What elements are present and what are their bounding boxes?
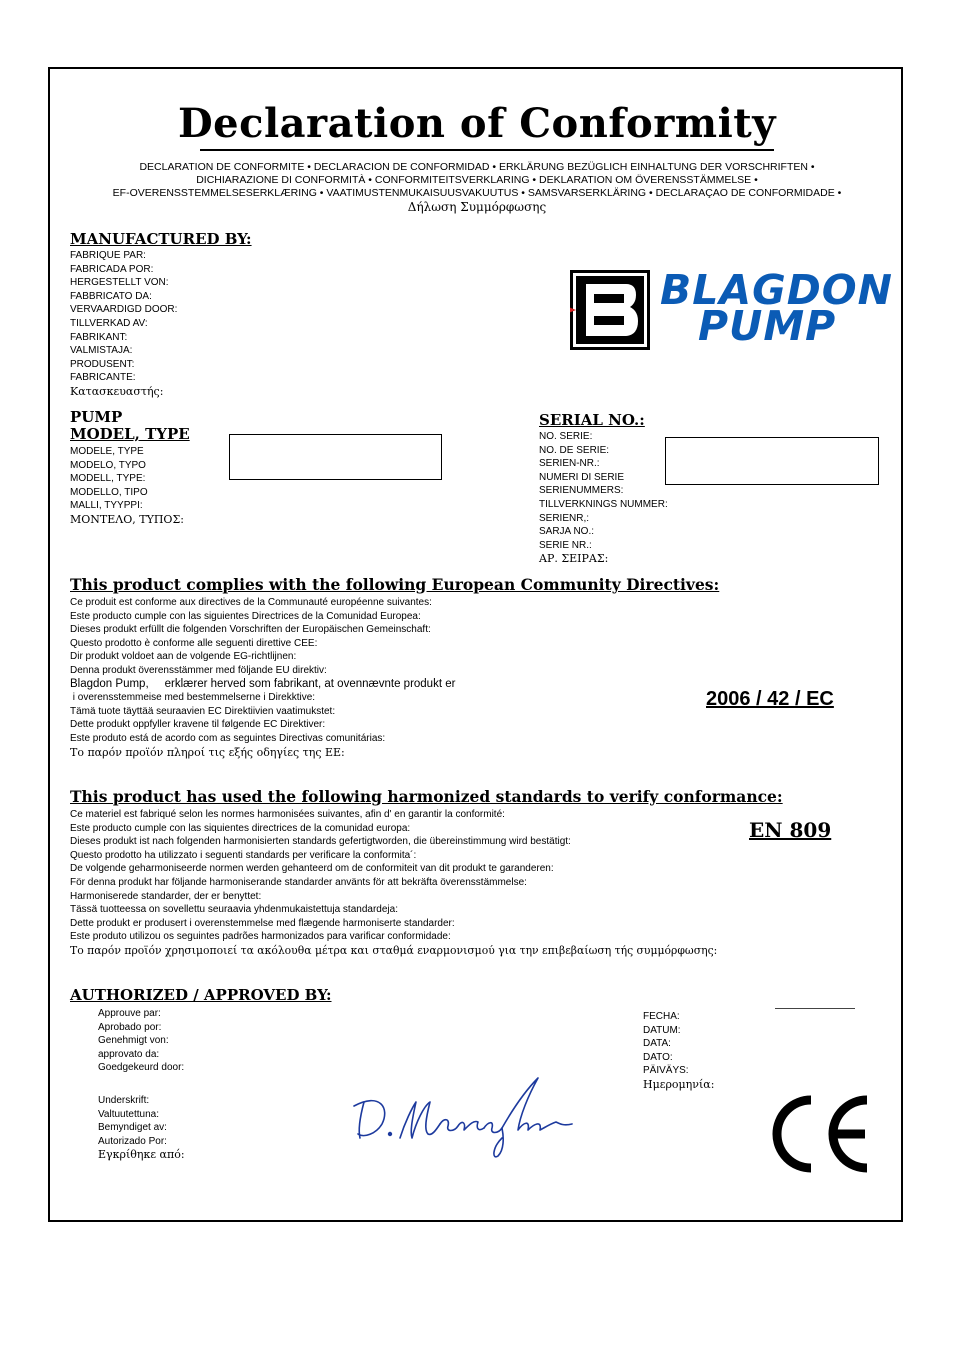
serial-translation: SARJA NO.: bbox=[539, 526, 595, 538]
subtitle-line: DICHIARAZIONE DI CONFORMITÀ • CONFORMITEITSVERKLARING • DEKLARATION OM ÖVERENSSTÄMMELSE • bbox=[196, 174, 758, 186]
date-translation: PÄIVÄYS: bbox=[643, 1065, 689, 1077]
standards-heading: This product has used the following harmonized standards to verify conformance: bbox=[70, 787, 783, 806]
model-translation: MALLI, TYYPPI: bbox=[70, 500, 143, 512]
directive-translation: Dieses produkt erfüllt die folgenden Vorschriften der Europäischen Gemeinschaft: bbox=[70, 624, 431, 636]
blagdon-pump-wordmark bbox=[660, 266, 893, 350]
directive-translation: Dir produkt voldoet aan de volgende EG-richtlijnen: bbox=[70, 651, 297, 663]
signature-graphic bbox=[350, 1072, 600, 1162]
serial-translation: SERIENR,: bbox=[539, 512, 590, 524]
date-translations bbox=[643, 1010, 714, 1092]
model-translation: MODELL, TYPE: bbox=[70, 473, 146, 485]
model-translation: MODELO, TYPO bbox=[70, 459, 146, 471]
approved-translation: Goedgekeurd door: bbox=[98, 1062, 185, 1074]
document-title: Declaration of Conformity bbox=[177, 100, 777, 147]
directive-translation: Tämä tuote täyttää seuraavien EC Direktiivien vaatimukstet: bbox=[70, 705, 336, 717]
ce-mark-icon bbox=[763, 1094, 871, 1174]
serial-translation: SERIE NR.: bbox=[539, 539, 592, 551]
approved-translations bbox=[98, 1007, 184, 1075]
standard-translation: De volgende geharmoniseerde normen werden gehanteerd om de conformiteit van dit produkt te garanderen: bbox=[70, 863, 554, 875]
manufactured-translations bbox=[70, 249, 177, 399]
manufactured-translation: HERGESTELLT VON: bbox=[70, 277, 169, 289]
serial-translation: TILLVERKNINGS NUMMER: bbox=[539, 498, 668, 510]
standard-translation: Este producto cumple con las siquientes directrices de la comunidad europa: bbox=[70, 822, 411, 834]
directive-translation: Blagdon Pump, erklærer herved som fabrikant, at ovennævnte produkt er bbox=[70, 677, 456, 690]
standard-translation: För denna produkt har följande harmoniserande standarder använts för att bekräfta överensstämmelse: bbox=[70, 876, 527, 888]
manufactured-translation: FABRICADA POR: bbox=[70, 263, 154, 275]
directive-translation: Denna produkt överensstämmer med följande EU direktiv: bbox=[70, 664, 327, 676]
standards-translations bbox=[70, 808, 717, 958]
manufactured-translation: FABRIQUE PAR: bbox=[70, 250, 146, 261]
signature-translations bbox=[98, 1094, 185, 1162]
manufactured-translation: FABBRICATO DA: bbox=[70, 290, 152, 302]
date-translation: DATO: bbox=[643, 1051, 673, 1063]
standard-translation: Este produto utilizou os seguintes padrões harmonizados para varificar conformidade: bbox=[70, 931, 451, 943]
serial-translation: SERIEN-NR.: bbox=[539, 458, 600, 470]
serial-heading: SERIAL NO.: bbox=[539, 411, 645, 429]
manufactured-heading: MANUFACTURED BY: bbox=[70, 230, 252, 248]
manufactured-translation: VALMISTAJA: bbox=[70, 345, 133, 357]
approved-translation: Aprobado por: bbox=[98, 1021, 162, 1033]
standard-translation: Harmoniserede standarder, der er benyttet: bbox=[70, 890, 262, 902]
directives-translations bbox=[70, 596, 455, 759]
model-heading-pump: PUMP bbox=[70, 408, 123, 426]
model-type-field[interactable] bbox=[229, 434, 442, 480]
directives-heading: This product complies with the following European Community Directives: bbox=[70, 575, 720, 594]
manufactured-translation: VERVAARDIGD DOOR: bbox=[70, 304, 178, 316]
manufactured-translation: Κατασκευαστής: bbox=[70, 384, 164, 398]
standard-translation: Questo prodotto ha utilizzato i seguenti standards per verificare la conformita´: bbox=[70, 849, 417, 861]
date-translation: FECHA: bbox=[643, 1011, 680, 1022]
approved-translation: Genehmigt von: bbox=[98, 1035, 169, 1047]
serial-translation: NO. DE SERIE: bbox=[539, 444, 610, 456]
serial-translation: ΑΡ. ΣΕΙΡΑΣ: bbox=[539, 552, 609, 566]
signature-translation: Εγκρίθηκε από: bbox=[98, 1148, 185, 1162]
logo-line-1: BLAGDON bbox=[660, 266, 893, 314]
subtitle-line-greek: Δήλωση Συμμόρφωσης bbox=[407, 200, 547, 214]
ce-mark-label bbox=[0, 0, 1, 1]
approved-translation: approvato da: bbox=[98, 1048, 160, 1060]
directive-translation: Este produto está de acordo com as seguintes Directivas comunitárias: bbox=[70, 732, 386, 744]
approved-translation: Approuve par: bbox=[98, 1008, 161, 1019]
model-translation: MODELLO, TIPO bbox=[70, 486, 148, 498]
serial-number-field[interactable] bbox=[665, 437, 879, 485]
directive-translation: Ce produit est conforme aux directives de la Communauté européenne suivantes: bbox=[70, 597, 432, 608]
logo-line-2: PUMP bbox=[698, 302, 837, 350]
date-translation: DATUM: bbox=[643, 1024, 681, 1036]
model-translation: ΜΟΝΤΕΛΟ, ΤΥΠΟΣ: bbox=[70, 512, 184, 526]
directive-translation: i overensstemmeise med bestemmelserne i Direkktive: bbox=[70, 692, 316, 704]
title-underline bbox=[200, 149, 774, 151]
date-translation: Ημερομηνία: bbox=[643, 1077, 715, 1091]
serial-translation: NO. SERIE: bbox=[539, 431, 593, 442]
directive-value: 2006 / 42 / EC bbox=[706, 688, 834, 710]
directive-translation: Questo prodotto è conforme alle seguenti direttive CEE: bbox=[70, 637, 318, 649]
model-translations bbox=[70, 445, 184, 527]
signature-translation: Autorizado Por: bbox=[98, 1135, 167, 1147]
manufactured-translation: FABRIKANT: bbox=[70, 331, 128, 343]
standard-translation: Dette produkt er produsert i overenstemmelse med flægende harmoniserte standarder: bbox=[70, 917, 455, 929]
serial-translation: NUMERI DI SERIE bbox=[539, 471, 625, 483]
manufactured-translation: FABRICANTE: bbox=[70, 372, 136, 384]
standard-translation: Tässä tuotteessa on sovellettu seuraavia yhdenmukaistettuja standardeja: bbox=[70, 904, 398, 916]
date-line bbox=[775, 1008, 855, 1009]
signature-translation: Bemyndiget av: bbox=[98, 1122, 167, 1134]
signature-translation: Valtuutettuna: bbox=[98, 1108, 159, 1120]
model-translation: MODELE, TYPE bbox=[70, 446, 144, 457]
model-heading-type: MODEL, TYPE bbox=[70, 425, 190, 443]
standard-translation: Ce materiel est fabriqué selon les normes harmonisées suivantes, afin d' en garantir la conformité: bbox=[70, 809, 505, 820]
signature-translation: Underskrift: bbox=[98, 1095, 150, 1106]
serial-translations bbox=[539, 430, 668, 566]
directive-translation: Este producto cumple con las siguientes Directrices de la Comunidad Europea: bbox=[70, 610, 421, 622]
subtitle-line: EF-OVERENSSTEMMELSESERKLÆRING • VAATIMUSTENMUKAISUUSVAKUUTUS • SAMSVARSERKLÄRING • DECLARAÇAO DE CONFORMIDADE • bbox=[112, 187, 842, 199]
directive-translation: Το παρόν προϊόν πληροί τις εξής οδηγίες της ΕΕ: bbox=[70, 745, 345, 759]
date-translation: DATA: bbox=[643, 1038, 671, 1050]
directive-translation: Dette produkt oppfyller kravene til følgende EC Direktiver: bbox=[70, 719, 326, 731]
authorized-heading: AUTHORIZED / APPROVED BY: bbox=[70, 986, 332, 1004]
manufactured-translation: TILLVERKAD AV: bbox=[70, 317, 148, 329]
standard-translation: Dieses produkt ist nach folgenden harmonisierten standards gefertigtworden, die übereinstimmung wird bestätigt: bbox=[70, 836, 571, 848]
standard-translation: Το παρόν προϊόν χρησιμοποιεί τα ακόλουθα μέτρα και σταθμά εναρμονισμού για την επιβεβαίωση τής συμμόρφωσης: bbox=[70, 943, 718, 957]
manufactured-translation: PRODUSENT: bbox=[70, 358, 135, 370]
subtitle-line: DECLARATION DE CONFORMITE • DECLARACION DE CONFORMIDAD • ERKLÄRUNG BEZÜGLICH EINHALTUNG DER VORSCHRIFTEN • bbox=[139, 161, 815, 173]
serial-translation: SERIENUMMERS: bbox=[539, 485, 624, 497]
blagdon-logo-icon bbox=[570, 270, 650, 350]
standard-value: EN 809 bbox=[749, 818, 832, 842]
